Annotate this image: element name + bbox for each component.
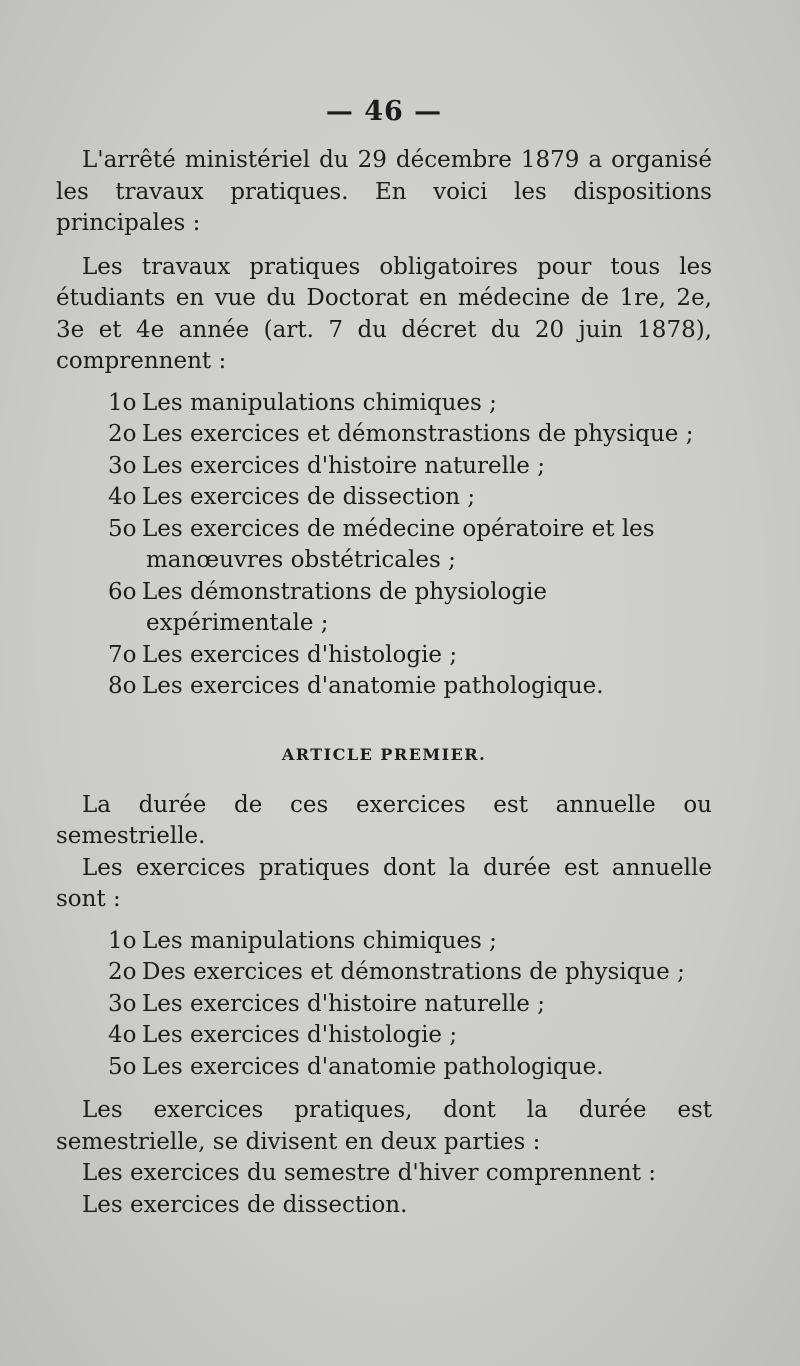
paragraph-annual-exercises: Les exercices pratiques dont la durée est annuelle sont : — [56, 854, 712, 912]
list-item-text: Les exercices d'anatomie pathologique. — [142, 673, 604, 699]
article-heading: ARTICLE PREMIER. — [281, 744, 487, 764]
list-item-text: Les exercices d'histologie ; — [142, 1022, 458, 1048]
paragraph-dissection: Les exercices de dissection. — [82, 1191, 408, 1218]
list-item-text: Les manipulations chimiques ; — [142, 389, 497, 416]
list-item-number: 2o — [108, 959, 137, 985]
list-item-number: 6o — [108, 578, 137, 605]
intro-paragraph: L'arrêté ministériel du 29 décembre 1879 a organisé les travaux pratiques. En voici les dispositions principales : — [56, 147, 712, 236]
list-item-number: 7o — [108, 641, 137, 668]
list-item-text: Les exercices de dissection ; — [142, 484, 476, 510]
list-item — [108, 451, 712, 483]
list-item-number: 1o — [108, 927, 137, 954]
list-item-text: Les exercices et démonstrastions de physique ; — [142, 421, 694, 447]
list-item-number: 5o — [108, 515, 137, 542]
list-item — [108, 926, 712, 958]
list-item-text: Les exercices d'anatomie pathologique. — [142, 1053, 604, 1080]
list-obligatory-exercises — [56, 388, 712, 703]
list-item — [108, 1052, 712, 1084]
list-item-number: 3o — [108, 452, 137, 479]
list-item-number: 2o — [108, 421, 137, 447]
paragraph-winter-semester: Les exercices du semestre d'hiver comprennent : — [82, 1160, 657, 1186]
list-annual-exercises — [56, 926, 712, 1084]
paragraph-duration: La durée de ces exercices est annuelle ou semestrielle. — [56, 791, 712, 849]
list-item — [108, 1020, 712, 1052]
list-item — [108, 671, 712, 703]
list-item-text: Les exercices de médecine opératoire et les manœuvres obstétricales ; — [142, 515, 655, 573]
list-item — [108, 577, 712, 640]
list-item — [108, 989, 712, 1021]
list-item — [108, 640, 712, 672]
list-item — [108, 514, 712, 577]
list-item-text: Des exercices et démonstrations de physique ; — [142, 959, 685, 985]
list-item-text: Les démonstrations de physiologie expérimentale ; — [142, 578, 548, 636]
paragraph-obligatory-works: Les travaux pratiques obligatoires pour tous les étudiants en vue du Doctorat en médecine de 1re, 2e, 3e et 4e année (art. 7 du décret du 20 juin 1878), comprennent : — [56, 253, 712, 374]
list-item-number: 1o — [108, 389, 137, 416]
list-item-number: 4o — [108, 1022, 137, 1048]
list-item-number: 8o — [108, 673, 137, 699]
list-item — [108, 388, 712, 420]
list-item-text: Les exercices d'histoire naturelle ; — [142, 452, 545, 479]
list-item — [108, 957, 712, 989]
paragraph-semester-exercises: Les exercices pratiques, dont la durée est semestrielle, se divisent en deux parties : — [56, 1097, 712, 1155]
list-item-text: Les manipulations chimiques ; — [142, 927, 497, 954]
list-item-number: 4o — [108, 484, 137, 510]
list-item — [108, 419, 712, 451]
page-number: — 46 — — [325, 96, 443, 127]
list-item-number: 3o — [108, 990, 137, 1017]
list-item-number: 5o — [108, 1053, 137, 1080]
list-item — [108, 482, 712, 514]
list-item-text: Les exercices d'histoire naturelle ; — [142, 990, 545, 1017]
list-item-text: Les exercices d'histologie ; — [142, 641, 458, 668]
